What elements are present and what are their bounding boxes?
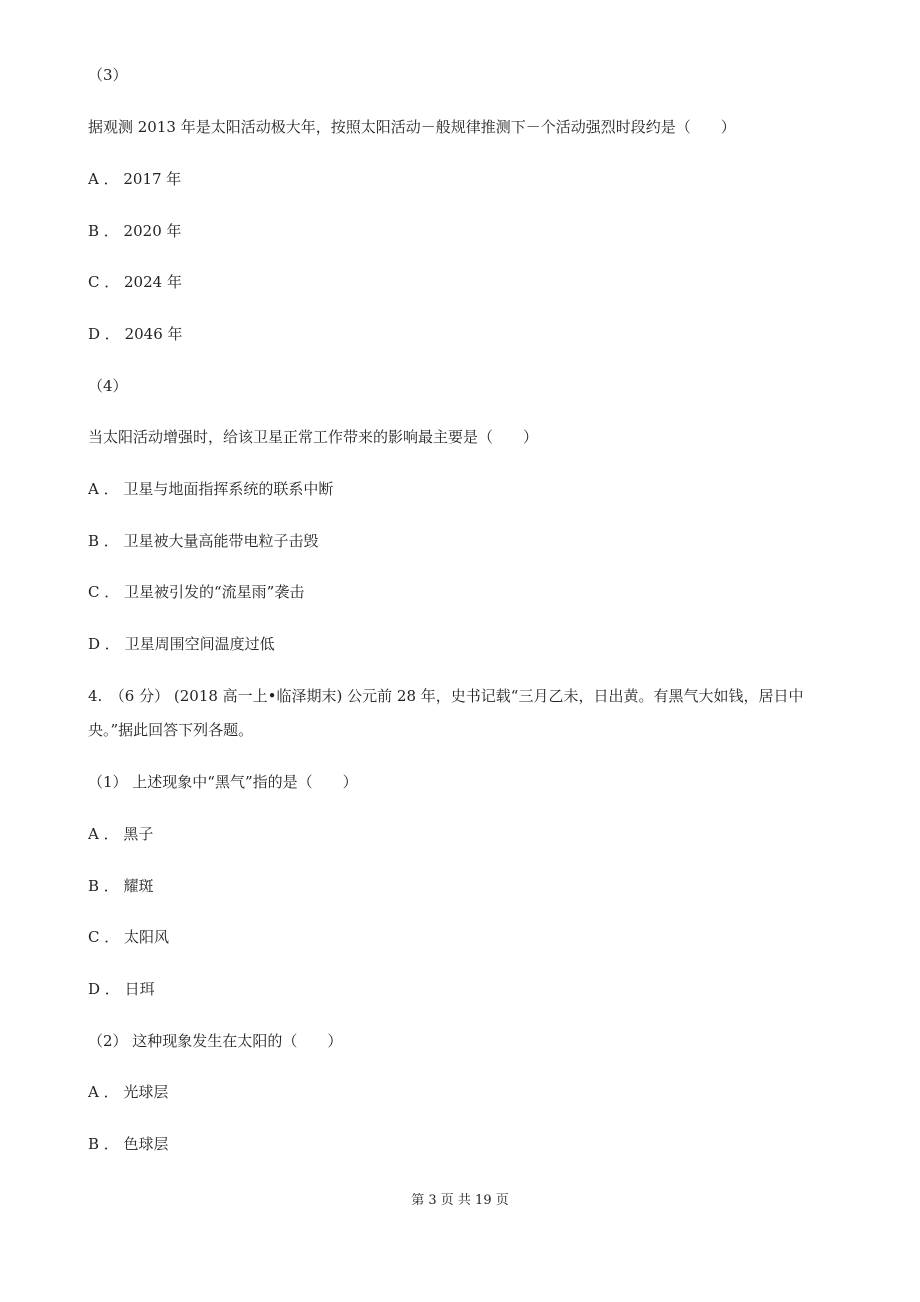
option-b: B ． 耀斑 — [88, 877, 154, 895]
part-2-stem: （2） 这种现象发生在太阳的（ ） — [88, 1032, 343, 1050]
option-a: A ． 卫星与地面指挥系统的联系中断 — [88, 480, 334, 498]
option-b: B ． 色球层 — [88, 1135, 169, 1153]
subquestion-3-label: （3） — [88, 66, 128, 84]
subquestion-4-label: （4） — [88, 377, 128, 395]
option-c: C ． 2024 年 — [88, 273, 182, 291]
question-4-stem-line1: 4. （6 分） (2018 高一上•临泽期末) 公元前 28 年，史书记载“三月乙未，日出黄。有黑气大如钱，居日中 — [88, 687, 804, 705]
part-1-stem: （1） 上述现象中“黑气”指的是（ ） — [88, 773, 358, 791]
option-d: D ． 2046 年 — [88, 325, 183, 343]
option-d: D ． 卫星周围空间温度过低 — [88, 635, 275, 653]
option-d: D ． 日珥 — [88, 980, 155, 998]
option-a: A ． 黑子 — [88, 825, 154, 843]
option-c: C ． 太阳风 — [88, 928, 170, 946]
option-c: C ． 卫星被引发的“流星雨”袭击 — [88, 583, 305, 601]
option-b: B ． 卫星被大量高能带电粒子击毁 — [88, 532, 319, 550]
subquestion-3-stem: 据观测 2013 年是太阳活动极大年，按照太阳活动－般规律推测下－个活动强烈时段约是（ ） — [88, 118, 736, 136]
option-a: A ． 2017 年 — [88, 170, 182, 188]
question-4-stem-line2: 央。”据此回答下列各题。 — [88, 721, 254, 739]
page-number-footer: 第 3 页 共 19 页 — [411, 1193, 509, 1208]
option-a: A ． 光球层 — [88, 1083, 169, 1101]
subquestion-4-stem: 当太阳活动增强时，给该卫星正常工作带来的影响最主要是（ ） — [88, 428, 539, 446]
option-b: B ． 2020 年 — [88, 222, 182, 240]
